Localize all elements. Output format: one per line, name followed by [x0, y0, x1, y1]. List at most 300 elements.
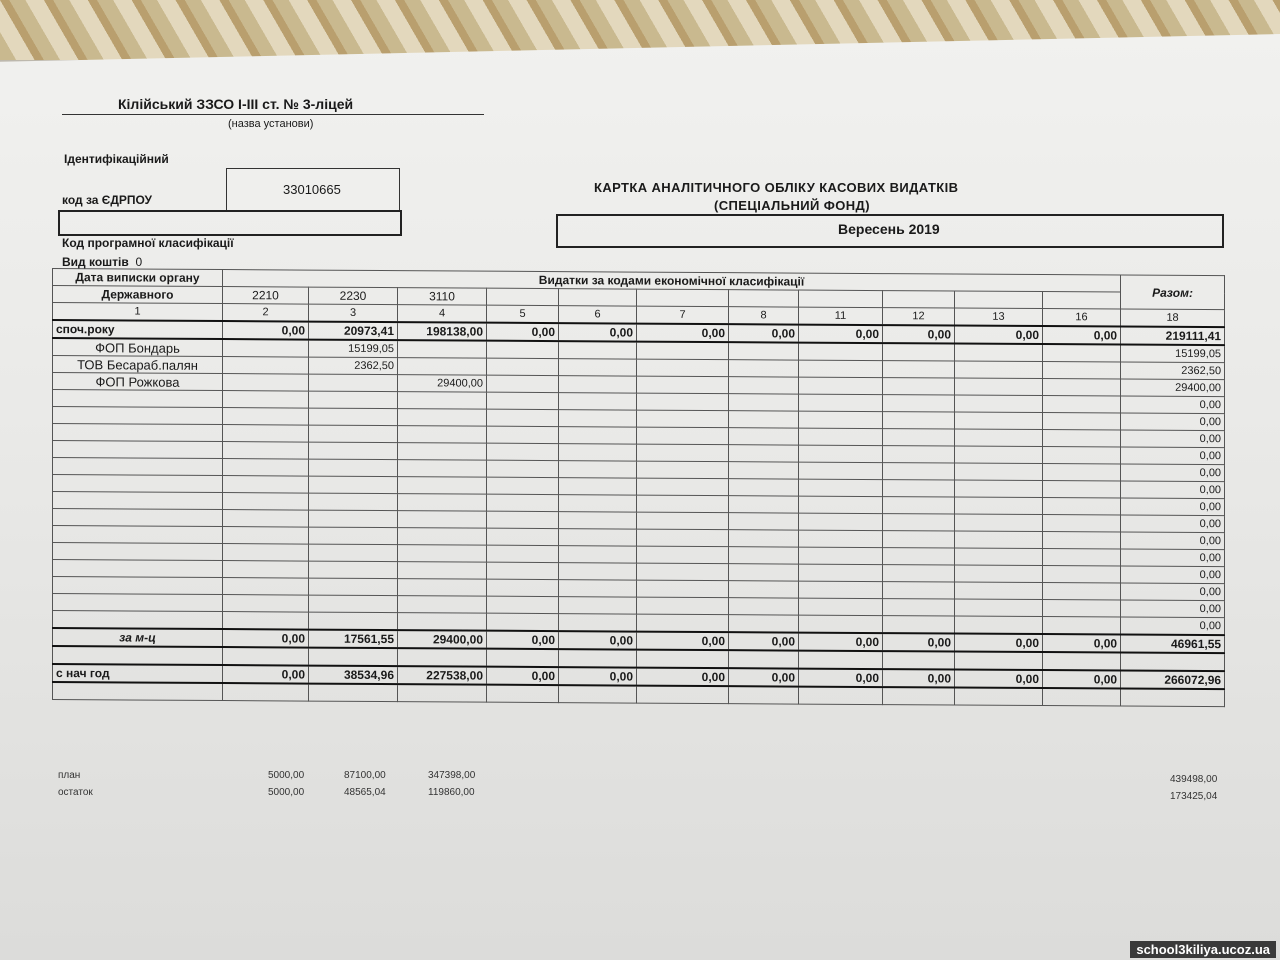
table-cell — [955, 582, 1043, 600]
table-cell — [559, 359, 637, 376]
table-cell — [883, 497, 955, 514]
table-cell — [637, 342, 729, 360]
table-cell — [309, 612, 398, 630]
start-of-year-row-value: 0,00 — [883, 325, 955, 343]
table-cell — [799, 547, 883, 565]
table-cell — [729, 598, 799, 615]
table-cell — [955, 616, 1043, 634]
table-cell — [398, 511, 487, 529]
table-cell — [883, 514, 955, 531]
table-cell — [955, 463, 1043, 481]
table-cell — [309, 459, 398, 477]
month-total-row-value: 0,00 — [637, 632, 729, 651]
table-cell — [487, 392, 559, 409]
table-cell — [309, 648, 398, 667]
table-cell — [729, 650, 799, 668]
table-cell — [559, 580, 637, 597]
column-number: 18 — [1121, 309, 1225, 327]
table-cell — [398, 528, 487, 546]
entry-name: ФОП Рожкова — [53, 373, 223, 391]
table-cell — [955, 497, 1043, 515]
table-cell — [53, 560, 223, 578]
table-cell — [559, 393, 637, 410]
table-cell — [398, 426, 487, 444]
code-3110: 3110 — [398, 288, 487, 306]
table-cell — [799, 598, 883, 616]
table-cell — [729, 445, 799, 462]
table-cell — [309, 408, 398, 426]
table-cell — [53, 492, 223, 510]
table-cell — [1043, 549, 1121, 566]
column-number: 6 — [559, 306, 637, 324]
table-cell — [223, 339, 309, 357]
table-cell — [729, 581, 799, 598]
table-cell — [799, 445, 883, 463]
table-cell — [637, 393, 729, 411]
table-cell — [799, 394, 883, 412]
table-cell — [1043, 532, 1121, 549]
table-cell — [955, 688, 1043, 706]
code-2210: 2210 — [223, 287, 309, 305]
table-cell — [729, 564, 799, 581]
row-total: 0,00 — [1121, 464, 1225, 482]
table-cell — [398, 392, 487, 410]
table-cell — [559, 614, 637, 632]
year-to-date-row-value: 0,00 — [799, 669, 883, 688]
month-total-row-value: 0,00 — [1043, 634, 1121, 652]
table-cell — [223, 408, 309, 426]
table-cell — [223, 425, 309, 443]
table-cell — [223, 374, 309, 392]
table-cell — [309, 442, 398, 460]
table-cell — [559, 410, 637, 427]
row-total: 0,00 — [1121, 617, 1225, 635]
table-cell — [487, 460, 559, 477]
table-cell — [637, 563, 729, 581]
table-cell — [309, 527, 398, 545]
institution-name: Кілійський ЗЗСО І-ІІІ ст. № 3-ліцей — [118, 96, 354, 112]
table-cell — [883, 412, 955, 429]
table-cell — [637, 376, 729, 394]
table-cell — [559, 597, 637, 614]
table-cell — [883, 480, 955, 497]
table-cell — [398, 340, 487, 358]
column-number: 5 — [487, 305, 559, 323]
table-cell — [799, 343, 883, 361]
table-cell — [223, 612, 309, 630]
entry-amount: 15199,05 — [309, 340, 398, 358]
row-total: 0,00 — [1121, 447, 1225, 465]
table-cell — [309, 595, 398, 613]
table-cell — [398, 579, 487, 597]
table-cell — [1043, 600, 1121, 617]
table-cell — [637, 597, 729, 615]
table-cell — [309, 476, 398, 494]
table-cell — [1121, 689, 1225, 707]
date-header: Дата виписки органу — [53, 269, 223, 287]
table-cell — [1043, 447, 1121, 464]
month-value: Вересень 2019 — [838, 221, 940, 237]
institution-underline — [62, 114, 484, 115]
table-cell — [53, 475, 223, 493]
table-cell — [53, 424, 223, 442]
code-empty — [729, 290, 799, 307]
table-cell — [398, 596, 487, 614]
table-cell — [398, 358, 487, 376]
table-cell — [398, 545, 487, 563]
plan-value-2210: 5000,00 — [268, 770, 305, 781]
table-cell — [559, 376, 637, 393]
code-2230: 2230 — [309, 287, 398, 305]
table-cell — [729, 530, 799, 547]
table-cell — [53, 682, 223, 701]
table-cell — [559, 685, 637, 703]
table-cell — [53, 594, 223, 612]
table-cell — [729, 615, 799, 633]
year-to-date-row-total: 266072,96 — [1121, 671, 1225, 690]
total-header: Разом: — [1121, 275, 1225, 310]
table-cell — [799, 428, 883, 446]
table-cell — [955, 412, 1043, 430]
table-cell — [53, 390, 223, 408]
table-cell — [559, 512, 637, 529]
table-cell — [223, 561, 309, 579]
table-cell — [559, 444, 637, 461]
entry-total: 15199,05 — [1121, 345, 1225, 363]
entry-amount: 29400,00 — [398, 375, 487, 393]
plan-value-3110: 347398,00 — [428, 770, 476, 781]
table-cell — [1043, 583, 1121, 600]
table-cell — [487, 477, 559, 494]
month-total-row-value: 0,00 — [559, 631, 637, 649]
table-cell — [883, 343, 955, 361]
table-cell — [799, 462, 883, 480]
rest-value-3110: 119860,00 — [428, 787, 475, 798]
plan-total: 439498,00 — [1170, 774, 1218, 785]
table-cell — [955, 395, 1043, 413]
table-cell — [883, 395, 955, 412]
table-cell — [487, 443, 559, 460]
table-cell — [637, 546, 729, 564]
table-cell — [223, 442, 309, 460]
code-empty — [955, 291, 1043, 309]
entry-total: 29400,00 — [1121, 379, 1225, 397]
table-cell — [955, 531, 1043, 549]
table-cell — [53, 526, 223, 544]
table-cell — [955, 548, 1043, 566]
table-cell — [729, 394, 799, 411]
row-total: 0,00 — [1121, 532, 1225, 550]
table-cell — [1043, 430, 1121, 447]
table-cell — [559, 563, 637, 580]
month-total-row-value: 0,00 — [223, 629, 309, 648]
table-cell — [955, 480, 1043, 498]
table-cell — [729, 377, 799, 394]
ident-label: Ідентифікаційний — [64, 152, 169, 166]
table-cell — [398, 648, 487, 667]
table-cell — [729, 360, 799, 377]
row-total: 0,00 — [1121, 583, 1225, 601]
table-cell — [883, 531, 955, 548]
table-cell — [487, 494, 559, 511]
table-cell — [637, 529, 729, 547]
month-total-row-value: 0,00 — [729, 632, 799, 650]
month-total-row-value: 29400,00 — [398, 630, 487, 649]
table-cell — [398, 494, 487, 512]
table-cell — [487, 579, 559, 596]
row-total: 0,00 — [1121, 430, 1225, 448]
column-number: 13 — [955, 308, 1043, 326]
table-cell — [559, 546, 637, 563]
fund-type-label-text: Вид коштів — [62, 255, 129, 269]
table-cell — [799, 564, 883, 582]
start-of-year-row-label: споч.року — [53, 320, 223, 339]
year-to-date-row-value: 227538,00 — [398, 666, 487, 685]
month-total-row-value: 0,00 — [955, 634, 1043, 653]
table-cell — [729, 547, 799, 564]
row-total: 0,00 — [1121, 549, 1225, 567]
program-code-box — [58, 210, 402, 236]
table-cell — [955, 565, 1043, 583]
table-cell — [883, 429, 955, 446]
table-cell — [53, 543, 223, 561]
month-total-row-value: 0,00 — [883, 633, 955, 651]
expenses-header: Видатки за кодами економічної класифікації — [223, 270, 1121, 292]
table-cell — [799, 581, 883, 599]
table-cell — [223, 544, 309, 562]
table-cell — [883, 616, 955, 634]
table-cell — [223, 493, 309, 511]
table-cell — [223, 510, 309, 528]
plan-value-2230: 87100,00 — [344, 770, 386, 781]
entry-amount: 2362,50 — [309, 357, 398, 375]
table-cell — [883, 599, 955, 616]
year-to-date-row-value: 0,00 — [883, 669, 955, 687]
program-code-label: Код програмної класифікації — [62, 236, 234, 250]
column-number: 2 — [223, 304, 309, 322]
table-cell — [53, 458, 223, 476]
table-cell — [223, 595, 309, 613]
table-cell — [53, 611, 223, 630]
table-cell — [1043, 413, 1121, 430]
table-cell — [955, 599, 1043, 617]
table-cell — [637, 512, 729, 530]
table-cell — [309, 578, 398, 596]
table-cell — [955, 652, 1043, 671]
table-cell — [487, 545, 559, 562]
month-box — [556, 214, 1224, 248]
year-to-date-row-value: 0,00 — [559, 667, 637, 685]
table-cell — [223, 647, 309, 666]
table-cell — [799, 496, 883, 514]
table-cell — [1043, 566, 1121, 583]
column-number: 1 — [53, 303, 223, 322]
table-cell — [799, 411, 883, 429]
month-total-row-value: 0,00 — [799, 633, 883, 652]
table-cell — [883, 446, 955, 463]
table-cell — [398, 460, 487, 478]
table-cell — [637, 359, 729, 377]
code-empty — [559, 289, 637, 306]
code-empty — [637, 289, 729, 307]
table-cell — [559, 461, 637, 478]
table-cell — [637, 410, 729, 428]
table-cell — [398, 443, 487, 461]
table-cell — [729, 342, 799, 360]
entry-name: ТОВ Бесараб.палян — [53, 356, 223, 374]
rest-value-2230: 48565,04 — [344, 787, 386, 798]
table-cell — [1121, 653, 1225, 672]
table-cell — [799, 479, 883, 497]
table-cell — [637, 614, 729, 632]
table-cell — [1043, 617, 1121, 635]
entry-total: 2362,50 — [1121, 362, 1225, 380]
year-to-date-row-value: 0,00 — [223, 665, 309, 684]
table-cell — [309, 374, 398, 392]
table-cell — [487, 596, 559, 613]
row-total: 0,00 — [1121, 481, 1225, 499]
start-of-year-row-value: 0,00 — [223, 321, 309, 340]
table-cell — [799, 651, 883, 670]
edrpou-box — [226, 168, 400, 212]
table-cell — [53, 407, 223, 425]
start-of-year-row-value: 20973,41 — [309, 322, 398, 341]
table-cell — [883, 548, 955, 565]
start-of-year-row-value: 198138,00 — [398, 322, 487, 341]
table-cell — [1043, 481, 1121, 498]
code-empty — [799, 290, 883, 308]
table-cell — [309, 684, 398, 702]
card-subtitle: (СПЕЦІАЛЬНИЙ ФОНД) — [714, 198, 870, 213]
table-cell — [223, 476, 309, 494]
table-cell — [223, 357, 309, 375]
table-cell — [1043, 362, 1121, 379]
table-cell — [883, 463, 955, 480]
table-cell — [883, 651, 955, 669]
table-cell — [559, 649, 637, 667]
expenses-table — [52, 268, 1225, 707]
edrpou-value: 33010665 — [283, 182, 341, 197]
code-empty — [487, 288, 559, 305]
table-cell — [398, 477, 487, 495]
year-to-date-row-value: 0,00 — [1043, 670, 1121, 688]
month-total-row-value: 0,00 — [487, 631, 559, 649]
table-cell — [637, 495, 729, 513]
table-cell — [1043, 498, 1121, 515]
table-cell — [883, 582, 955, 599]
table-cell — [223, 459, 309, 477]
table-cell — [398, 613, 487, 631]
plan-label: план — [58, 770, 81, 781]
table-cell — [799, 360, 883, 378]
table-cell — [223, 391, 309, 409]
start-of-year-row-value: 0,00 — [729, 324, 799, 342]
table-cell — [398, 684, 487, 702]
row-total: 0,00 — [1121, 566, 1225, 584]
year-to-date-row-value: 0,00 — [487, 667, 559, 685]
start-of-year-row-value: 0,00 — [637, 324, 729, 343]
table-cell — [223, 683, 309, 701]
table-cell — [487, 528, 559, 545]
table-cell — [487, 409, 559, 426]
table-cell — [883, 565, 955, 582]
table-cell — [309, 544, 398, 562]
table-cell — [487, 511, 559, 528]
table-cell — [487, 426, 559, 443]
table-cell — [955, 446, 1043, 464]
table-cell — [799, 513, 883, 531]
table-cell — [729, 479, 799, 496]
table-cell — [487, 613, 559, 631]
table-cell — [1043, 396, 1121, 413]
table-cell — [559, 529, 637, 546]
site-watermark: school3kiliya.ucoz.ua — [1130, 941, 1276, 958]
rest-label: остаток — [58, 787, 93, 798]
table-cell — [729, 496, 799, 513]
start-of-year-row-value: 0,00 — [1043, 326, 1121, 344]
month-total-row-value: 17561,55 — [309, 630, 398, 649]
table-body — [53, 269, 1225, 707]
column-number: 4 — [398, 305, 487, 323]
rest-value-2210: 5000,00 — [268, 787, 305, 798]
table-cell — [398, 562, 487, 580]
year-to-date-row-value: 0,00 — [637, 668, 729, 687]
date-header-2: Державного — [53, 286, 223, 304]
year-to-date-row-value: 38534,96 — [309, 666, 398, 685]
row-total: 0,00 — [1121, 515, 1225, 533]
table-cell — [487, 358, 559, 375]
table-cell — [487, 375, 559, 392]
code-empty — [1043, 292, 1121, 309]
table-cell — [487, 562, 559, 579]
rest-total: 173425,04 — [1170, 791, 1218, 802]
card-title: КАРТКА АНАЛІТИЧНОГО ОБЛІКУ КАСОВИХ ВИДАТКІВ — [594, 180, 959, 195]
table-cell — [883, 687, 955, 705]
table-cell — [223, 527, 309, 545]
code-empty — [883, 291, 955, 308]
table-cell — [729, 513, 799, 530]
start-of-year-row-value: 0,00 — [955, 326, 1043, 345]
row-total: 0,00 — [1121, 396, 1225, 414]
table-cell — [1043, 464, 1121, 481]
institution-caption: (назва установи) — [228, 118, 314, 130]
year-to-date-row-label: с нач год — [53, 664, 223, 683]
row-total: 0,00 — [1121, 600, 1225, 618]
table-cell — [799, 615, 883, 633]
fund-type-value: 0 — [135, 255, 143, 269]
table-cell — [223, 578, 309, 596]
table-cell — [53, 441, 223, 459]
entry-name: ФОП Бондарь — [53, 338, 223, 357]
month-total-row-label: за м-ц — [53, 628, 223, 647]
table-cell — [53, 577, 223, 595]
table-cell — [637, 478, 729, 496]
start-of-year-row-value: 0,00 — [559, 323, 637, 341]
table-cell — [883, 378, 955, 395]
table-cell — [637, 650, 729, 669]
table-cell — [1043, 379, 1121, 396]
table-cell — [559, 478, 637, 495]
table-cell — [1043, 515, 1121, 532]
table-cell — [955, 429, 1043, 447]
table-cell — [955, 344, 1043, 362]
table-cell — [53, 646, 223, 665]
table-cell — [729, 411, 799, 428]
table-cell — [1043, 688, 1121, 706]
column-number: 11 — [799, 307, 883, 325]
table-cell — [955, 514, 1043, 532]
year-to-date-row-value: 0,00 — [729, 668, 799, 686]
